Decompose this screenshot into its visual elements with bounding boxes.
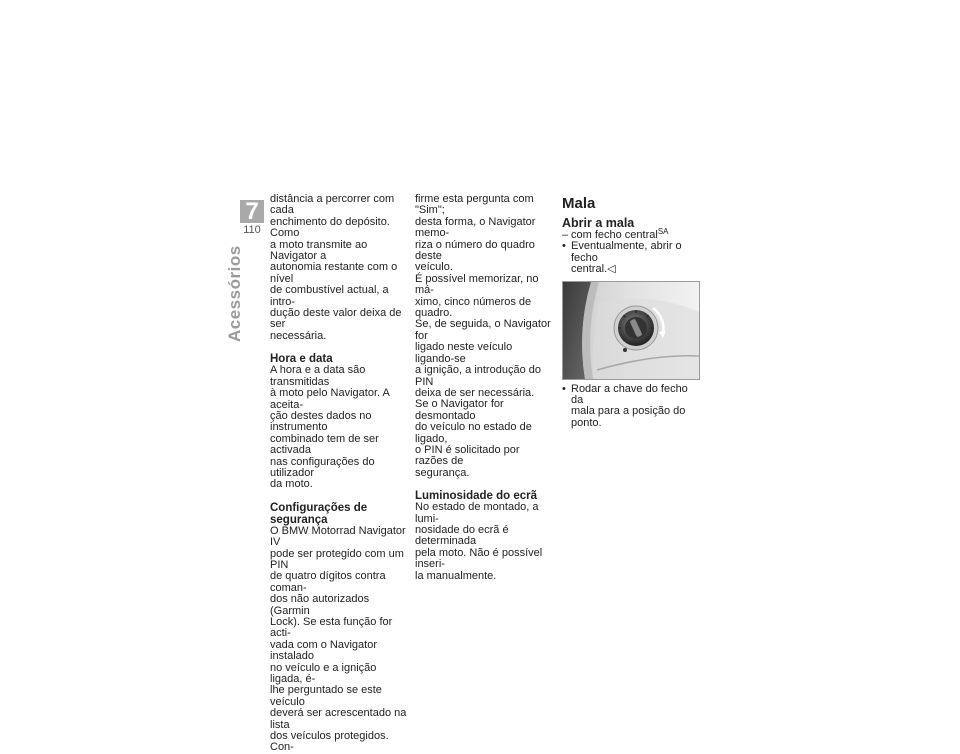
case-lock-image (562, 281, 700, 380)
time-date-paragraph: A hora e a data são transmitidas à moto pelo Navigator. A aceita- ção destes dados no instrumento combinado tem de ser activada nas configurações do utilizador da moto. (270, 364, 390, 491)
brightness-heading: Luminosidade do ecrã (415, 490, 538, 503)
page-number: 110 (243, 224, 261, 236)
security-continued-paragraph: firme esta pergunta com "Sim"; desta forma, o Navigator memo- riza o número do quadro deste veículo. É possível memorizar, no má- ximo, cinco números de quadro. Se, de seguida, o Navigator for ligado neste veículo ligando-se a ignição, a introdução do PIN deixa de ser necessária. Se o Navigator for desmontado do veículo no estado de ligado, o PIN é solicitado por razões de segurança. (415, 193, 551, 479)
bullet-mark: • (562, 382, 566, 395)
dash-mark: – (562, 229, 569, 241)
step-text: Eventualmente, abrir o fecho central.◁ (571, 240, 682, 276)
sa-badge: SA (657, 227, 669, 236)
text-column-2 (415, 194, 553, 582)
subsection-title: Abrir a mala (562, 216, 635, 230)
step-item (562, 241, 702, 275)
section-title: Mala (562, 195, 596, 212)
end-mark-icon: ◁ (607, 263, 616, 276)
intro-paragraph: distância a percorrer com cada enchimento do depósito. Como a moto transmite ao Navigator a autonomia restante com o nível de combustível actual, a intro- dução deste valor deixa de ser necessária. (270, 193, 402, 342)
condition-text: com fecho central$^{SA}$ (571, 227, 669, 241)
security-paragraph: O BMW Motorrad Navigator IV pode ser protegido com um PIN de quatro dígitos contra coman- dos não autorizados (Garmin Lock). Se esta função for acti- vada com o Navigator instalado no veículo e a ignição ligada, é- lhe perguntado se este veículo deverá ser acrescentado na lista dos veículos protegidos. Con- (270, 524, 407, 754)
text-column-1 (270, 194, 408, 754)
time-date-heading: Hora e data (270, 353, 333, 366)
case-lock-illustration (563, 282, 699, 379)
brightness-paragraph: No estado de montado, a lumi- nosidade do ecrã é determinada pela moto. Não é possível inseri- la manualmente. (415, 501, 543, 582)
text-column-3 (562, 196, 702, 429)
bullet-mark: • (562, 240, 566, 253)
step-item (562, 384, 702, 430)
security-heading: Configurações de segurança (270, 501, 368, 526)
chapter-title: Acessórios (225, 245, 244, 342)
chapter-number: 7 (240, 200, 264, 223)
step-text: Rodar a chave do fecho da mala para a posição do ponto. (571, 382, 688, 429)
